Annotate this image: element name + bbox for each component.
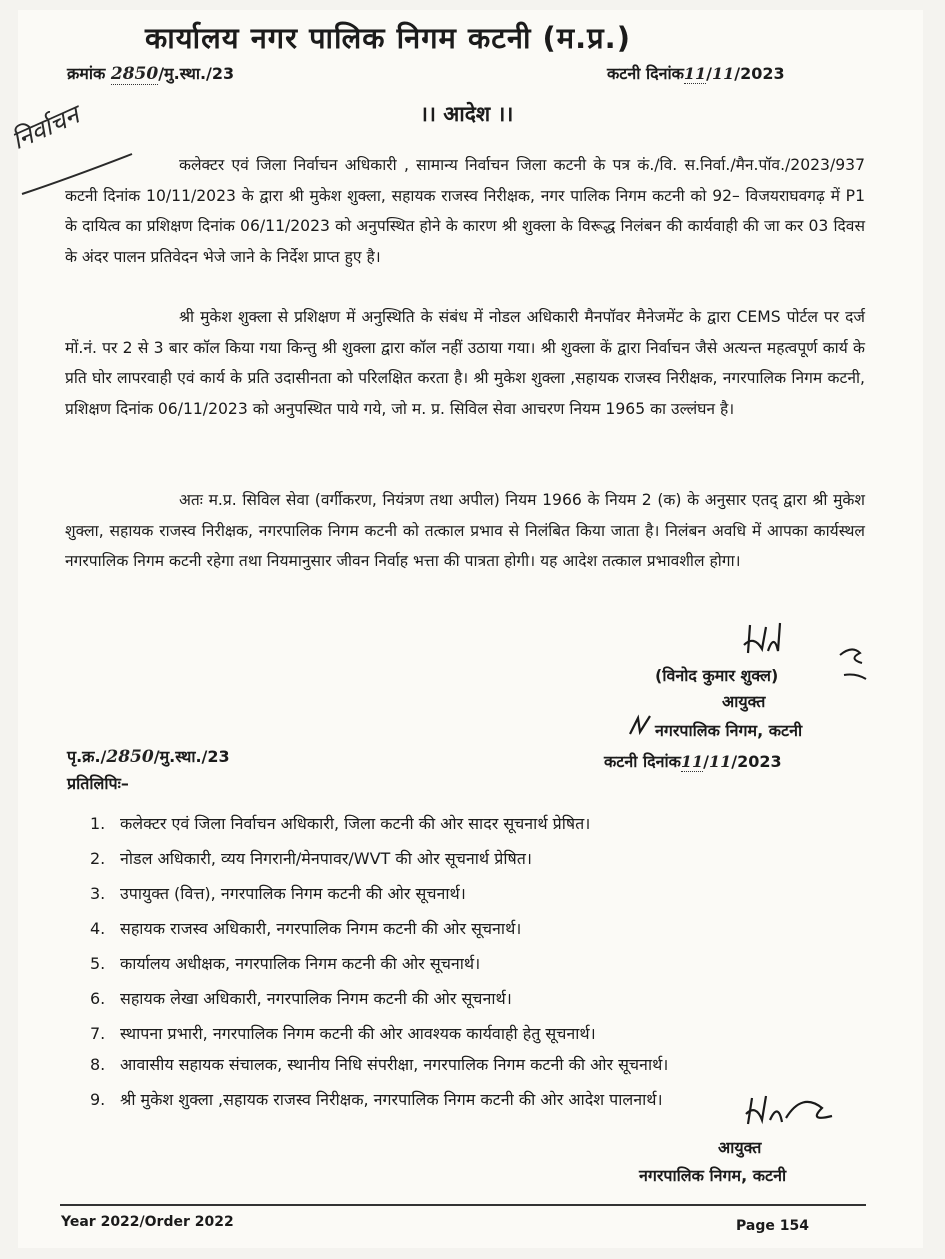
footer-page-number: Page 154 <box>736 1218 809 1234</box>
copy-date-day-handwritten: 11 <box>680 752 704 771</box>
office-title: कार्यालय नगर पालिक निगम कटनी (म.प्र.) <box>145 21 631 55</box>
order-reference: क्रमांक 2850/मु.स्था./23 <box>67 64 235 84</box>
list-item: 6. सहायक लेखा अधिकारी, नगरपालिक निगम कटनी की ओर सूचनार्थ। <box>90 989 512 1008</box>
order-heading: ।। आदेश ।। <box>420 102 514 126</box>
signatory-designation: आयुक्त <box>722 692 766 711</box>
copy-reference: पृ.क्र./2850/मु.स्था./23 <box>67 747 230 767</box>
list-item: 2. नोडल अधिकारी, व्यय निगरानी/मेनपावर/WVT की ओर सूचनार्थ प्रेषित। <box>90 849 532 868</box>
list-item: 5. कार्यालय अधीक्षक, नगरपालिक निगम कटनी की ओर सूचनार्थ। <box>90 954 481 973</box>
handwritten-stamp-note: निर्वाचन <box>7 100 84 156</box>
second-signatory-organization: नगरपालिक निगम, कटनी <box>639 1166 787 1185</box>
list-item: 8. आवासीय सहायक संचालक, स्थानीय निधि संपरीक्षा, नगरपालिक निगम कटनी की ओर सूचनार्थ। <box>90 1055 669 1074</box>
copy-date-month-handwritten: 11 <box>709 752 732 771</box>
copy-date: कटनी दिनांक11/11/2023 <box>604 752 782 771</box>
signatory-organization: नगरपालिक निगम, कटनी <box>655 721 803 740</box>
signatory-name: (विनोद कुमार शुक्ल) <box>655 666 779 685</box>
footer-divider <box>60 1204 866 1206</box>
copy-distribution-list <box>90 806 870 1121</box>
second-signatory-designation: आयुक्त <box>718 1138 762 1157</box>
paragraph-2: श्री मुकेश शुक्ला से प्रशिक्षण में अनुस्थिति के संबंध में नोडल अधिकारी मैनपॉवर मैनेजमेंट के द्वारा CEMS पोर्टल पर दर्ज मों.नं. पर 2 से 3 बार कॉल किया गया किन्तु श्री शुक्ला द्वारा कॉल नहीं उठाया गया। श्री शुक्ला कें द्वारा निर्वाचन जैसे अत्यन्त महत्वपूर्ण कार्य के प्रति घोर लापरवाही एवं कार्य के प्रति उदासीनता को परिलक्षित करता है। श्री मुकेश शुक्ला ,सहायक राजस्व निरीक्षक, नगरपालिक निगम कटनी, प्रशिक्षण दिनांक 06/11/2023 को अनुपस्थित पाये गये, जो म. प्र. सिविल सेवा आचरण नियम 1965 का उल्लंघन है। <box>65 308 865 418</box>
list-item: 9. श्री मुकेश शुक्ला ,सहायक राजस्व निरीक्षक, नगरपालिक निगम कटनी की ओर आदेश पालनार्थ। <box>90 1090 663 1109</box>
footer-order-info: Year 2022/Order 2022 <box>61 1214 234 1230</box>
order-date: कटनी दिनांक11/11/2023 <box>607 64 785 83</box>
paragraph-1: कलेक्टर एवं जिला निर्वाचन अधिकारी , सामान्य निर्वाचन जिला कटनी के पत्र कं./वि. स.निर्वा./मैन.पॉव./2023/937 कटनी दिनांक 10/11/2023 के द्वारा श्री मुकेश शुक्ला, सहायक राजस्व निरीक्षक, नगर पालिक निगम कटनी को 92– विजयराघवगढ़ में P1 के दायित्व का प्रशिक्षण दिनांक 06/11/2023 को अनुपस्थित होने के कारण श्री शुक्ला के विरूद्ध निलंबन की कार्यवाही की जा कर 03 दिवस के अंदर पालन प्रतिवेदन भेजे जाने के निर्देश प्राप्त हुए है। <box>65 156 865 266</box>
list-item: 3. उपायुक्त (वित्त), नगरपालिक निगम कटनी की ओर सूचनार्थ। <box>90 884 466 903</box>
list-item: 7. स्थापना प्रभारी, नगरपालिक निगम कटनी की ओर आवश्यक कार्यवाही हेतु सूचनार्थ। <box>90 1024 596 1043</box>
ref-number-handwritten: 2850 <box>110 64 159 84</box>
list-item: 1. कलेक्टर एवं जिला निर्वाचन अधिकारी, जिला कटनी की ओर सादर सूचनार्थ प्रेषित। <box>90 814 591 833</box>
list-item: 4. सहायक राजस्व अधिकारी, नगरपालिक निगम कटनी की ओर सूचनार्थ। <box>90 919 522 938</box>
initial-mark <box>626 712 656 742</box>
date-month-handwritten: 11 <box>712 64 735 83</box>
copy-ref-number-handwritten: 2850 <box>106 747 154 767</box>
paragraph-3: अतः म.प्र. सिविल सेवा (वर्गीकरण, नियंत्रण तथा अपील) नियम 1966 के नियम 2 (क) के अनुसार एतद् द्वारा श्री मुकेश शुक्ला, सहायक राजस्व निरीक्षक, नगरपालिक निगम कटनी को तत्काल प्रभाव से निलंबित किया जाता है। निलंबन अवधि में आपका कार्यस्थल नगरपालिक निगम कटनी रहेगा तथा नियमानुसार जीवन निर्वाह भत्ता की पात्रता होगी। यह आदेश तत्काल प्रभावशील होगा। <box>65 491 865 570</box>
date-day-handwritten: 11 <box>683 64 707 83</box>
copy-to-label: प्रतिलिपिः– <box>67 774 129 793</box>
